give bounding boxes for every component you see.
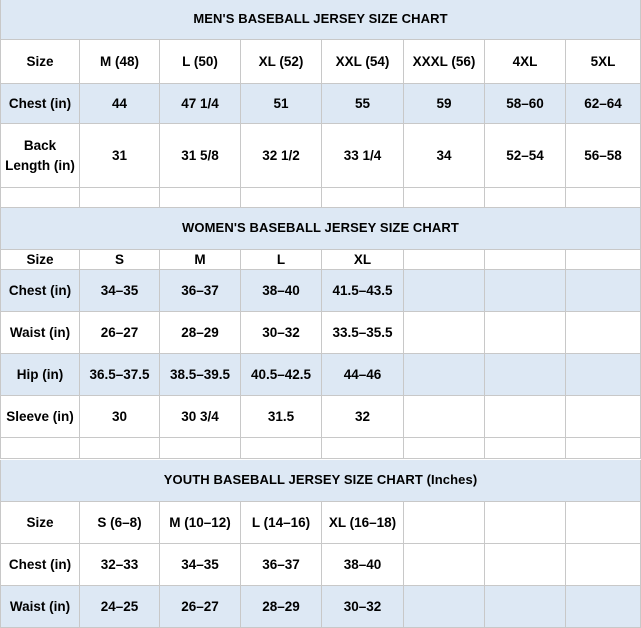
mens-table-cell: 62–64 (566, 84, 641, 124)
mens-row-label: Chest (in) (0, 84, 80, 124)
mens-table-cell: 58–60 (485, 84, 566, 124)
womens-row-label: Sleeve (in) (0, 396, 80, 438)
mens-table-cell: 56–58 (566, 124, 641, 188)
mens-table-cell: 33 1/4 (322, 124, 404, 188)
womens-table-cell: 40.5–42.5 (241, 354, 322, 396)
womens-header-cell: L (241, 250, 322, 270)
womens-header-cell (404, 250, 485, 270)
womens-table-cell (485, 270, 566, 312)
womens-table-cell: 26–27 (80, 312, 160, 354)
youth-table-cell: 24–25 (80, 586, 160, 628)
womens-table-cell: 33.5–35.5 (322, 312, 404, 354)
womens-spacer-cell (485, 438, 566, 459)
womens-table-cell (485, 396, 566, 438)
youth-table-cell (566, 544, 641, 586)
womens-header-cell: S (80, 250, 160, 270)
womens-spacer-cell (160, 438, 241, 459)
mens-table-cell: 47 1/4 (160, 84, 241, 124)
womens-row-label: Chest (in) (0, 270, 80, 312)
mens-header-cell: XXXL (56) (404, 40, 485, 84)
youth-header-size-label: Size (0, 502, 80, 544)
mens-chart-title: MEN'S BASEBALL JERSEY SIZE CHART (0, 0, 641, 40)
youth-chart-title: YOUTH BASEBALL JERSEY SIZE CHART (Inches) (0, 460, 641, 502)
youth-table-cell: 34–35 (160, 544, 241, 586)
womens-table-cell: 38.5–39.5 (160, 354, 241, 396)
womens-table-cell: 34–35 (80, 270, 160, 312)
womens-table-cell (566, 354, 641, 396)
youth-header-cell (485, 502, 566, 544)
mens-spacer-cell (160, 188, 241, 208)
mens-spacer-cell (0, 188, 80, 208)
mens-row-label: Back Length (in) (0, 124, 80, 188)
womens-table-cell (485, 354, 566, 396)
mens-header-size-label: Size (0, 40, 80, 84)
mens-header-cell: XXL (54) (322, 40, 404, 84)
mens-table-cell: 52–54 (485, 124, 566, 188)
mens-header-cell: L (50) (160, 40, 241, 84)
womens-table-cell (566, 312, 641, 354)
youth-table-cell: 36–37 (241, 544, 322, 586)
mens-header-cell: 4XL (485, 40, 566, 84)
youth-row-label: Waist (in) (0, 586, 80, 628)
mens-table-cell: 59 (404, 84, 485, 124)
youth-table-cell (404, 586, 485, 628)
womens-spacer-cell (241, 438, 322, 459)
womens-chart-title: WOMEN'S BASEBALL JERSEY SIZE CHART (0, 208, 641, 250)
womens-table-cell (566, 396, 641, 438)
mens-table-cell: 31 5/8 (160, 124, 241, 188)
mens-spacer-cell (241, 188, 322, 208)
womens-table-cell (566, 270, 641, 312)
mens-table-cell: 55 (322, 84, 404, 124)
youth-table-cell (485, 586, 566, 628)
womens-table-cell: 30–32 (241, 312, 322, 354)
womens-table-cell: 38–40 (241, 270, 322, 312)
womens-table-cell (404, 312, 485, 354)
youth-table-cell: 26–27 (160, 586, 241, 628)
womens-table-cell: 36–37 (160, 270, 241, 312)
youth-header-cell: L (14–16) (241, 502, 322, 544)
mens-table-cell: 34 (404, 124, 485, 188)
womens-table-cell: 32 (322, 396, 404, 438)
womens-table-cell: 30 (80, 396, 160, 438)
mens-header-cell: M (48) (80, 40, 160, 84)
mens-spacer-cell (485, 188, 566, 208)
womens-table-cell: 36.5–37.5 (80, 354, 160, 396)
youth-table-cell: 30–32 (322, 586, 404, 628)
mens-table-cell: 51 (241, 84, 322, 124)
womens-spacer-cell (0, 438, 80, 459)
mens-header-cell: 5XL (566, 40, 641, 84)
womens-header-size-label: Size (0, 250, 80, 270)
mens-table-cell: 32 1/2 (241, 124, 322, 188)
womens-table-cell (485, 312, 566, 354)
womens-spacer-cell (404, 438, 485, 459)
womens-table-cell: 44–46 (322, 354, 404, 396)
youth-table-cell (485, 544, 566, 586)
youth-table-cell (404, 544, 485, 586)
womens-table-cell (404, 396, 485, 438)
youth-header-cell (566, 502, 641, 544)
youth-header-cell: M (10–12) (160, 502, 241, 544)
mens-spacer-cell (566, 188, 641, 208)
womens-row-label: Waist (in) (0, 312, 80, 354)
youth-table-cell: 32–33 (80, 544, 160, 586)
mens-spacer-cell (322, 188, 404, 208)
womens-spacer-cell (80, 438, 160, 459)
womens-table-cell (404, 270, 485, 312)
youth-table-cell (566, 586, 641, 628)
mens-spacer-cell (404, 188, 485, 208)
womens-header-cell: XL (322, 250, 404, 270)
womens-table-cell (404, 354, 485, 396)
womens-table-cell: 31.5 (241, 396, 322, 438)
mens-header-cell: XL (52) (241, 40, 322, 84)
youth-table-cell: 28–29 (241, 586, 322, 628)
womens-table-cell: 28–29 (160, 312, 241, 354)
womens-header-cell (566, 250, 641, 270)
mens-table-cell: 31 (80, 124, 160, 188)
womens-table-cell: 30 3/4 (160, 396, 241, 438)
womens-spacer-cell (566, 438, 641, 459)
womens-row-label: Hip (in) (0, 354, 80, 396)
youth-header-cell: S (6–8) (80, 502, 160, 544)
youth-table-cell: 38–40 (322, 544, 404, 586)
womens-table-cell: 41.5–43.5 (322, 270, 404, 312)
youth-row-label: Chest (in) (0, 544, 80, 586)
youth-header-cell (404, 502, 485, 544)
womens-spacer-cell (322, 438, 404, 459)
youth-header-cell: XL (16–18) (322, 502, 404, 544)
mens-spacer-cell (80, 188, 160, 208)
womens-header-cell (485, 250, 566, 270)
mens-table-cell: 44 (80, 84, 160, 124)
womens-header-cell: M (160, 250, 241, 270)
